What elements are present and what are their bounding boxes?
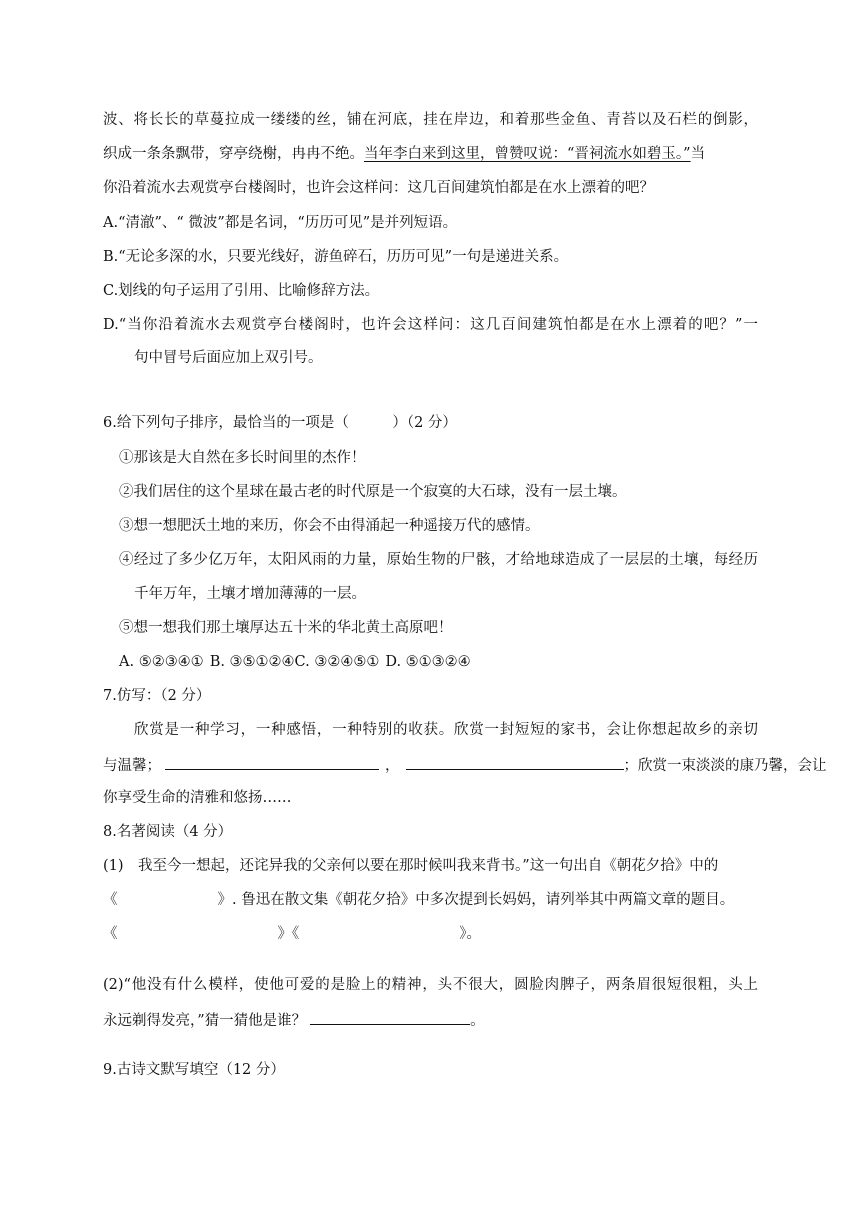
q8-title: 8.名著阅读（4 分） (103, 824, 233, 840)
q8-bracket: 》《 (277, 926, 300, 942)
q8-text: 》. 鲁迅在散文集《朝花夕拾》中多次提到长妈妈，请列举其中两篇文章的题目。 (217, 892, 735, 908)
q9-title: 9.古诗文默写填空（12 分） (103, 1062, 285, 1078)
q8-text: 永远剃得发亮，”猜一猜他是谁？ (103, 1013, 307, 1029)
q5-option-b: B.“无论多深的水，只要光线好，游鱼碎石，历历可见”一句是递进关系。 (103, 249, 569, 265)
q5-option-d-cont: 句中冒号后面应加上双引号。 (134, 350, 323, 366)
q8-text: 。 (470, 1013, 485, 1029)
q7-line-1: 欣赏是一种学习，一种感悟，一种特别的收获。欣赏一封短短的家书，会让你想起故乡的亲切 (134, 722, 758, 738)
q7-blank-1[interactable] (165, 754, 379, 770)
q8-bracket: 《 (103, 926, 118, 942)
passage-line-3: 你沿着流水去观赏亭台楼阁时，也许会这样问：这几百间建筑怕都是在水上漂着的吧？ (103, 180, 654, 196)
q6-option-bc: B. ③⑤①②④C. ③②④⑤① (209, 654, 380, 670)
q6-option-d: D. ⑤①③②④ (385, 654, 471, 670)
q6-sentence-5: ⑤想一想我们那土壤厚达五十米的华北黄土高原吧！ (119, 620, 453, 636)
q8-blank-who[interactable] (310, 1009, 470, 1025)
q7-blank-2[interactable] (406, 754, 624, 770)
q5-option-a: A.“清澈”、“ 微波”都是名词，“历历可见”是并列短语。 (103, 215, 458, 231)
q6-title: 6.给下列句子排序，最恰当的一项是（ ）（2 分） (103, 415, 457, 431)
q8-part1-line1: (1) 我至今一想起，还诧异我的父亲何以要在那时候叫我来背书。”这一句出自《朝花夕拾》中的 (103, 858, 719, 874)
q6-sentence-1: ①那该是大自然在多长时间里的杰作！ (119, 450, 366, 466)
q8-part2-line1: (2)“他没有什么模样，使他可爱的是脸上的精神，头不很大，圆脸肉脾子，两条眉很短很粗，头上 (103, 977, 758, 993)
q8-bracket: 《 (103, 892, 118, 908)
q6-sentence-4: ④经过了多少亿万年，太阳风雨的力量，原始生物的尸骸，才给地球造成了一层层的土壤，每经历 (119, 552, 758, 568)
q7-text: 与温馨； (103, 758, 161, 774)
q6-sentence-2: ②我们居住的这个星球在最古老的时代原是一个寂寞的大石球，没有一层土壤。 (119, 484, 627, 500)
q7-line-3: 你享受生命的清雅和悠扬…… (103, 790, 292, 806)
passage-line-2 (103, 144, 758, 164)
q7-comma: ， (385, 758, 400, 774)
underlined-sentence: 当年李白来到这里，曾赞叹说：“晋祠流水如碧玉。” (364, 146, 691, 162)
q7-text: ；欣赏一束淡淡的康乃馨，会让 (623, 758, 827, 774)
q8-part1-line2 (103, 890, 758, 910)
passage-text: 织成一条条飘带，穿亭绕榭，冉冉不绝。 (103, 146, 364, 162)
q6-option-a: A. ⑤②③④① (119, 654, 204, 670)
q8-part2-line2 (103, 1009, 758, 1031)
q6-sentence-3: ③想一想肥沃土地的来历，你会不由得涌起一种遥接万代的感情。 (119, 518, 540, 534)
q6-sentence-4-cont: 千年万年，土壤才增加薄薄的一层。 (134, 586, 366, 602)
q8-part1-line3 (103, 924, 758, 944)
passage-text: 当 (690, 146, 706, 162)
q7-title: 7.仿写：（2 分） (103, 688, 211, 704)
q5-option-c: C.划线的句子运用了引用、比喻修辞方法。 (103, 283, 380, 299)
passage-line-1: 波、将长长的草蔓拉成一缕缕的丝，铺在河底，挂在岸边，和着那些金鱼、青苔以及石栏的倒影， (103, 112, 758, 128)
q7-line-2 (103, 754, 827, 776)
q6-options (119, 652, 758, 672)
q8-bracket: 》。 (459, 926, 481, 942)
q5-option-d: D.“当你沿着流水去观赏亭台楼阁时，也许会这样问：这几百间建筑怕都是在水上漂着的吧？”一 (103, 317, 758, 333)
